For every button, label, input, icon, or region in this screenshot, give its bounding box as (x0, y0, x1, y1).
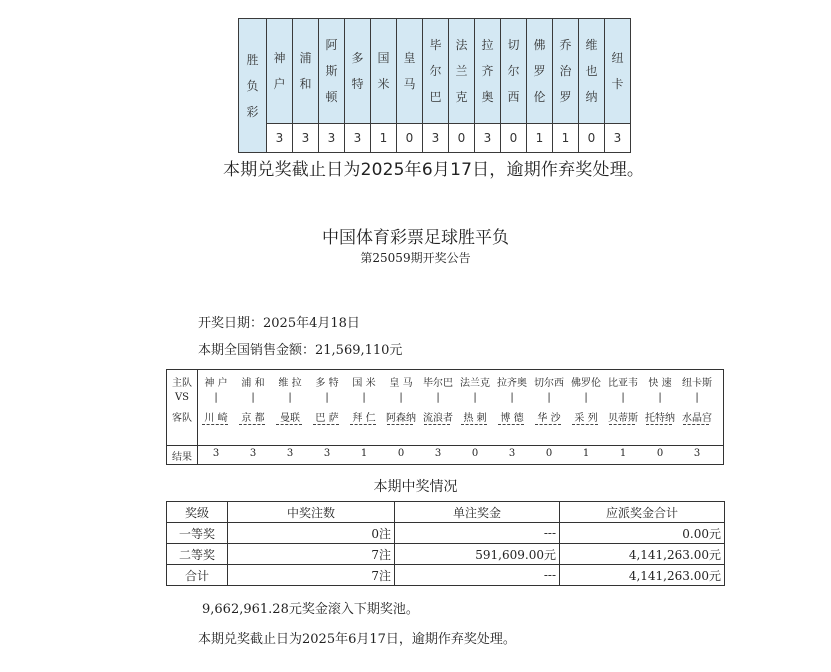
prize-header-cell: 中奖注数 (228, 502, 395, 523)
away-team: 川 崎 (204, 413, 228, 424)
team-char: 户 (273, 77, 286, 91)
results-table (238, 18, 631, 153)
dash-line (683, 424, 709, 425)
team-char: 伦 (533, 90, 546, 104)
team-char: 巴 (429, 90, 442, 104)
result-cell: 1 (553, 124, 579, 153)
team-cell (267, 19, 293, 124)
prize-cell: 4,141,263.00元 (560, 565, 725, 586)
match-result: 0 (471, 448, 479, 459)
match-result: 1 (582, 448, 590, 459)
match-result: 3 (249, 448, 257, 459)
team-char: 维 (585, 38, 598, 52)
dash-line (609, 424, 635, 425)
vs-divider: | (510, 392, 514, 403)
match-result: 0 (397, 448, 405, 459)
row-label-vs: VS (174, 392, 190, 403)
result-cell: 3 (267, 124, 293, 153)
away-team: 水晶宫 (682, 413, 712, 424)
vs-divider: | (584, 392, 588, 403)
home-team: 纽卡斯 (682, 378, 712, 389)
team-char: 治 (559, 64, 572, 78)
team-cell (423, 19, 449, 124)
team-char: 奥 (481, 90, 494, 104)
home-team: 拉齐奥 (497, 378, 527, 389)
team-char: 尔 (507, 64, 520, 78)
away-team: 拜 仁 (352, 413, 376, 424)
result-cell: 0 (579, 124, 605, 153)
row-label-away: 客队 (172, 413, 192, 424)
match-result: 0 (656, 448, 664, 459)
prize-header-cell: 单注奖金 (395, 502, 560, 523)
dash-line (239, 424, 265, 425)
label-char: 负 (246, 78, 259, 93)
team-cell (371, 19, 397, 124)
team-char: 佛 (533, 38, 546, 52)
home-team: 佛罗伦 (571, 378, 601, 389)
team-char: 多 (351, 51, 364, 65)
prize-cell: 二等奖 (167, 544, 228, 565)
prize-header-cell: 应派奖金合计 (560, 502, 725, 523)
row-label-result: 结果 (172, 452, 192, 463)
dash-line (313, 424, 339, 425)
result-cell: 0 (397, 124, 423, 153)
away-team: 采 列 (574, 413, 598, 424)
home-team: 多 特 (315, 378, 339, 389)
home-team: 切尔西 (534, 378, 564, 389)
team-cell (293, 19, 319, 124)
prize-cell: 合计 (167, 565, 228, 586)
home-team: 快 速 (648, 378, 672, 389)
result-cell: 0 (501, 124, 527, 153)
team-char: 和 (299, 77, 312, 91)
dash-line (387, 424, 413, 425)
team-char: 兰 (455, 64, 468, 78)
deadline-notice: 本期兑奖截止日为2025年6月17日，逾期作弃奖处理。 (223, 160, 645, 180)
team-cell (449, 19, 475, 124)
match-result: 3 (508, 448, 516, 459)
dash-line (498, 424, 524, 425)
team-char: 卡 (611, 77, 624, 91)
team-cell (345, 19, 371, 124)
team-char: 神 (273, 51, 286, 65)
result-cell: 3 (345, 124, 371, 153)
label-char: 胜 (246, 52, 259, 67)
match-result: 1 (360, 448, 368, 459)
away-team: 京 都 (241, 413, 265, 424)
prize-row (167, 523, 725, 544)
deadline-notice-bottom: 本期兑奖截止日为2025年6月17日，逾期作弃奖处理。 (198, 632, 516, 647)
match-result: 3 (693, 448, 701, 459)
announcement-title: 中国体育彩票足球胜平负 (322, 228, 509, 248)
team-char: 浦 (299, 51, 312, 65)
team-cell (319, 19, 345, 124)
team-char: 皇 (403, 51, 416, 65)
team-cell (501, 19, 527, 124)
away-team: 博 德 (500, 413, 524, 424)
team-char: 乔 (559, 38, 572, 52)
label-char: 彩 (246, 104, 259, 119)
team-char: 西 (507, 90, 520, 104)
result-cell: 3 (319, 124, 345, 153)
result-cell: 3 (423, 124, 449, 153)
team-char: 纽 (611, 51, 624, 65)
vs-divider: | (621, 392, 625, 403)
dash-line (202, 424, 228, 425)
prize-header-cell: 奖级 (167, 502, 228, 523)
prize-cell: 7注 (228, 565, 395, 586)
team-char: 法 (455, 38, 468, 52)
vs-divider: | (436, 392, 440, 403)
team-cell (579, 19, 605, 124)
match-result: 3 (212, 448, 220, 459)
prize-cell: 0注 (228, 523, 395, 544)
prize-cell: 7注 (228, 544, 395, 565)
away-team: 流浪者 (423, 413, 453, 424)
team-char: 国 (377, 51, 390, 65)
prize-row (167, 565, 725, 586)
home-team: 维 拉 (278, 378, 302, 389)
match-result: 3 (286, 448, 294, 459)
team-char: 特 (351, 77, 364, 91)
row-divider (167, 445, 723, 446)
dash-line (572, 424, 598, 425)
result-cell: 0 (449, 124, 475, 153)
vs-divider: | (399, 392, 403, 403)
team-char: 斯 (325, 64, 338, 78)
team-char: 齐 (481, 64, 494, 78)
away-team: 托特纳 (645, 413, 675, 424)
prize-table (166, 501, 725, 586)
team-cell (553, 19, 579, 124)
team-char: 克 (455, 90, 468, 104)
result-cell: 1 (371, 124, 397, 153)
prize-row (167, 544, 725, 565)
result-cell: 3 (293, 124, 319, 153)
dash-line (350, 424, 376, 425)
match-result: 0 (545, 448, 553, 459)
team-char: 切 (507, 38, 520, 52)
prize-cell: 591,609.00元 (395, 544, 560, 565)
vs-divider: | (214, 392, 218, 403)
vs-divider: | (288, 392, 292, 403)
away-team: 阿森纳 (386, 413, 416, 424)
home-team: 浦 和 (241, 378, 265, 389)
result-cell: 3 (605, 124, 631, 153)
vs-divider: | (325, 392, 329, 403)
home-team: 国 米 (352, 378, 376, 389)
team-cell (475, 19, 501, 124)
result-cell: 1 (527, 124, 553, 153)
dash-line (276, 424, 302, 425)
prize-cell: --- (395, 565, 560, 586)
match-result: 1 (619, 448, 627, 459)
dash-line (461, 424, 487, 425)
vs-divider: | (473, 392, 477, 403)
home-team: 法兰克 (460, 378, 490, 389)
team-char: 毕 (429, 38, 442, 52)
team-char: 也 (585, 64, 598, 78)
team-char: 米 (377, 77, 390, 91)
match-result: 3 (434, 448, 442, 459)
prize-title: 本期中奖情况 (373, 479, 458, 495)
team-char: 罗 (559, 90, 572, 104)
dash-line (646, 424, 672, 425)
team-char: 纳 (585, 90, 598, 104)
vs-divider: | (251, 392, 255, 403)
home-team: 神 户 (204, 378, 228, 389)
team-char: 尔 (429, 64, 442, 78)
home-team: 皇 马 (389, 378, 413, 389)
team-char: 顿 (325, 90, 338, 104)
team-cell (527, 19, 553, 124)
team-char: 阿 (325, 38, 338, 52)
lottery-label-cell (239, 19, 267, 153)
away-team: 巴 萨 (315, 413, 339, 424)
team-cell (397, 19, 423, 124)
draw-date: 开奖日期：2025年4月18日 (198, 316, 360, 331)
vs-divider: | (547, 392, 551, 403)
prize-cell: 4,141,263.00元 (560, 544, 725, 565)
dash-line (424, 424, 450, 425)
result-cell: 3 (475, 124, 501, 153)
column-divider (197, 370, 198, 464)
prize-cell: 0.00元 (560, 523, 725, 544)
vs-divider: | (362, 392, 366, 403)
vs-divider: | (658, 392, 662, 403)
prize-cell: --- (395, 523, 560, 544)
away-team: 曼联 (280, 413, 300, 424)
announcement-subtitle: 第25059期开奖公告 (360, 251, 471, 265)
home-team: 毕尔巴 (423, 378, 453, 389)
team-char: 拉 (481, 38, 494, 52)
team-cell (605, 19, 631, 124)
rollover-note: 9,662,961.28元奖金滚入下期奖池。 (202, 602, 419, 617)
prize-header-row (167, 502, 725, 523)
dash-line (535, 424, 561, 425)
away-team: 热 刺 (463, 413, 487, 424)
sales-amount: 本期全国销售金额：21,569,110元 (198, 343, 403, 358)
away-team: 贝蒂斯 (608, 413, 638, 424)
vs-divider: | (695, 392, 699, 403)
match-result: 3 (323, 448, 331, 459)
away-team: 华 沙 (537, 413, 561, 424)
team-char: 罗 (533, 64, 546, 78)
team-char: 马 (403, 77, 416, 91)
row-label-home: 主队 (172, 378, 192, 389)
match-results-box (166, 369, 724, 465)
home-team: 比亚韦 (608, 378, 638, 389)
prize-cell: 一等奖 (167, 523, 228, 544)
